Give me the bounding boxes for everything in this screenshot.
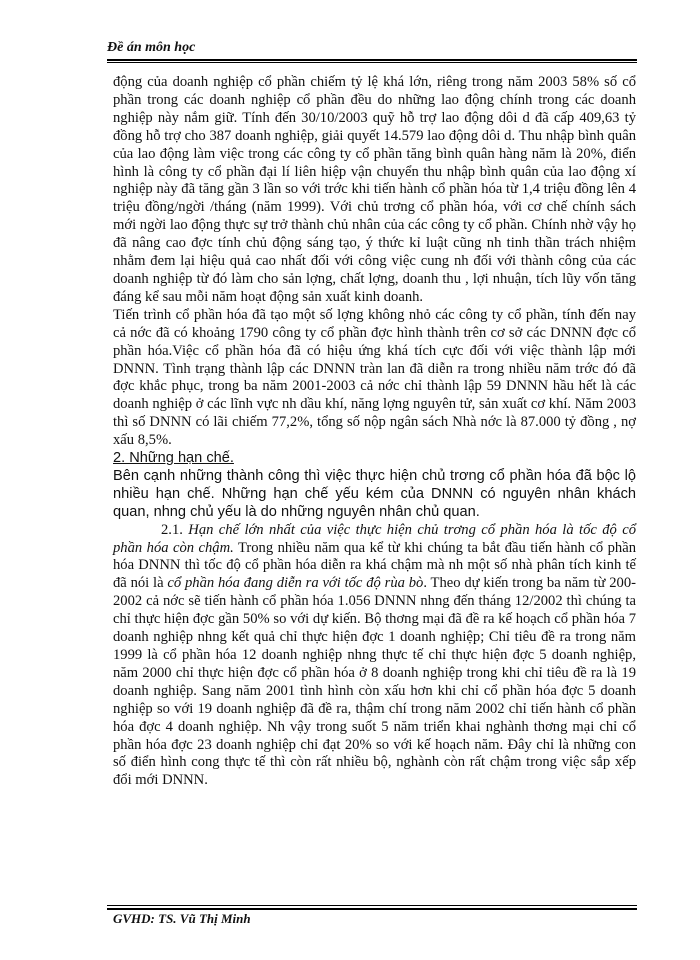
document-body	[113, 74, 636, 790]
paragraph-3: Bên cạnh những thành công thì việc thực hiện chủ trơng cổ phần hóa đã bộc lộ nhiều hạn chế. Những hạn chế yếu kém của DNNN có nguyên nhân khách quan, nhng chủ yếu là do những nguyên nhân chủ quan.	[113, 467, 636, 520]
page-header	[107, 38, 637, 58]
paragraph-4-italic: Hạn chế lớn nhất của việc thực hiện chủ trơng cổ phần hóa là tốc độ cổ phần hóa còn chậm.	[113, 521, 636, 556]
paragraph-4-italic-2: cổ phần hóa đang diễn ra với tốc độ rùa bò	[167, 575, 424, 592]
header-rule	[107, 59, 637, 61]
paragraph-4-rest: . Theo dự kiến trong ba năm từ 200-2002 cả nớc sẽ tiến hành cổ phần hóa 1.056 DNNN nhng đến tháng 12/2002 thì chúng ta chỉ thực hiện đợc gần 50% so với dự kiến. Bộ thơng mại đã đề ra kế hoạch cổ phần hóa 7 doanh nghiệp nhng kết quả chỉ thực hiện đợc 1 doanh nghiệp; Chỉ tiêu đề ra trong năm 1999 là cổ phần hóa 12 doanh nghiệp nhng thực tế chỉ thực hiện đợc 5 doanh nghiệp, năm 2000 chỉ thực hiện đợc cổ phần hóa ở 8 doanh nghiệp trong khi chỉ tiêu đề ra là 19 doanh nghiệp. Sang năm 2001 tình hình còn xấu hơn khi chỉ cổ phần hóa đợc 5 doanh nghiệp so với 19 doanh nghiệp đã đề ra, thậm chí trong năm 2002 chỉ tiến hành cổ phần hóa đợc 4 doanh nghiệp. Nh vậy trong suốt 5 năm triển khai nghành thơng mại chỉ cổ phần hóa đợc 23 doanh nghiệp chỉ đạt 20% so với kế hoạch năm. Đây chỉ là những con số điển hình cong thực tế thì còn rất nhiều bộ, nghành còn rất chậm trong việc sắp xếp đổi mới DNNN.	[113, 575, 636, 789]
paragraph-1: động của doanh nghiệp cổ phần chiếm tỷ lệ khá lớn, riêng trong năm 2003 58% số cổ phần trong các doanh nghiệp cổ phần đều do những lao động chính trong các doanh nghiệp này nắm giữ. Tính đến 30/10/2003 quỹ hỗ trợ lao động dôi d đã cấp 409,63 tỷ đồng hỗ trợ cho 387 doanh nghiệp, giải quyết 14.579 lao động dôi d. Thu nhập bình quân của lao động làm việc trong các công ty cổ phần tăng bình quân hàng năm là 20%, điển hình là công ty cổ phần đại lí liên hiệp vận chuyển thu nhập bình quân của lao động xí nghiệp này đã tăng gần 3 lần so với trớc khi tiến hành cổ phần hóa từ 1,4 triệu đồng lên 4 triệu đồng/ngời /tháng (năm 1999). Với chủ trơng cổ phần hóa, với cơ chế chính sách mới ngời lao động thực sự trở thành chủ nhân của các công ty cổ phần. Chính nhờ vậy họ đã nâng cao đợc tính chủ động sáng tạo, ý thức kỉ luật cũng nh tinh thần trách nhiệm nhằm đem lại hiệu quả cao nhất đối với công việc cung nh đối với thành công của các doanh nghiệp từ đó làm cho sản lợng, chất lợng, doanh thu , lợi nhuận, tích lũy vốn tăng đáng kể sau mỗi năm hoạt động sản xuất kinh doanh.	[113, 74, 636, 305]
footer-rule-thin	[107, 905, 637, 906]
page-footer: GVHD: TS. Vũ Thị Minh	[113, 911, 251, 926]
paragraph-2: Tiến trình cổ phần hóa đã tạo một số lợng không nhỏ các công ty cổ phần, tính đến nay cả nớc đã có khoảng 1790 công ty cổ phần đợc hình thành trên cơ sở các DNNN đợc cổ phần hóa.Việc cổ phần hóa đã có hiệu ứng khá tích cực đối với việc thành lập mới DNNN. Tình trạng thành lập các DNNN tràn lan đã diễn ra trong nhiều năm trớc đó đã đợc khắc phục, trong ba năm 2001-2003 cả nớc chỉ thành lập 59 DNNN hầu hết là các doanh nghiệp ở các lĩnh vực nh dầu khí, năng lợng nguyên tử, sản xuất cơ khí. Năm 2003 thì số DNNN có lãi chiếm 77,2%, tổng số nộp ngân sách Nhà nớc là 87.000 tỷ đồng , nợ xấu 8,5%.	[113, 306, 636, 449]
paragraph-4	[113, 522, 636, 791]
header-rule-thin	[107, 62, 637, 63]
header-title: Đề án môn học	[107, 40, 196, 55]
footer-rule	[107, 908, 637, 910]
section-heading: 2. Những hạn chế.	[113, 450, 234, 467]
paragraph-4-lead: 2.1.	[161, 521, 189, 538]
paragraph-4-mid: Trong nhiều năm qua kể từ khi chúng ta bắt đầu tiến hành cổ phần hóa DNNN thì tốc độ cổ phần hóa diễn ra khá chậm mà nh một số nhà phân tích kinh tế đã nói là	[113, 539, 636, 592]
